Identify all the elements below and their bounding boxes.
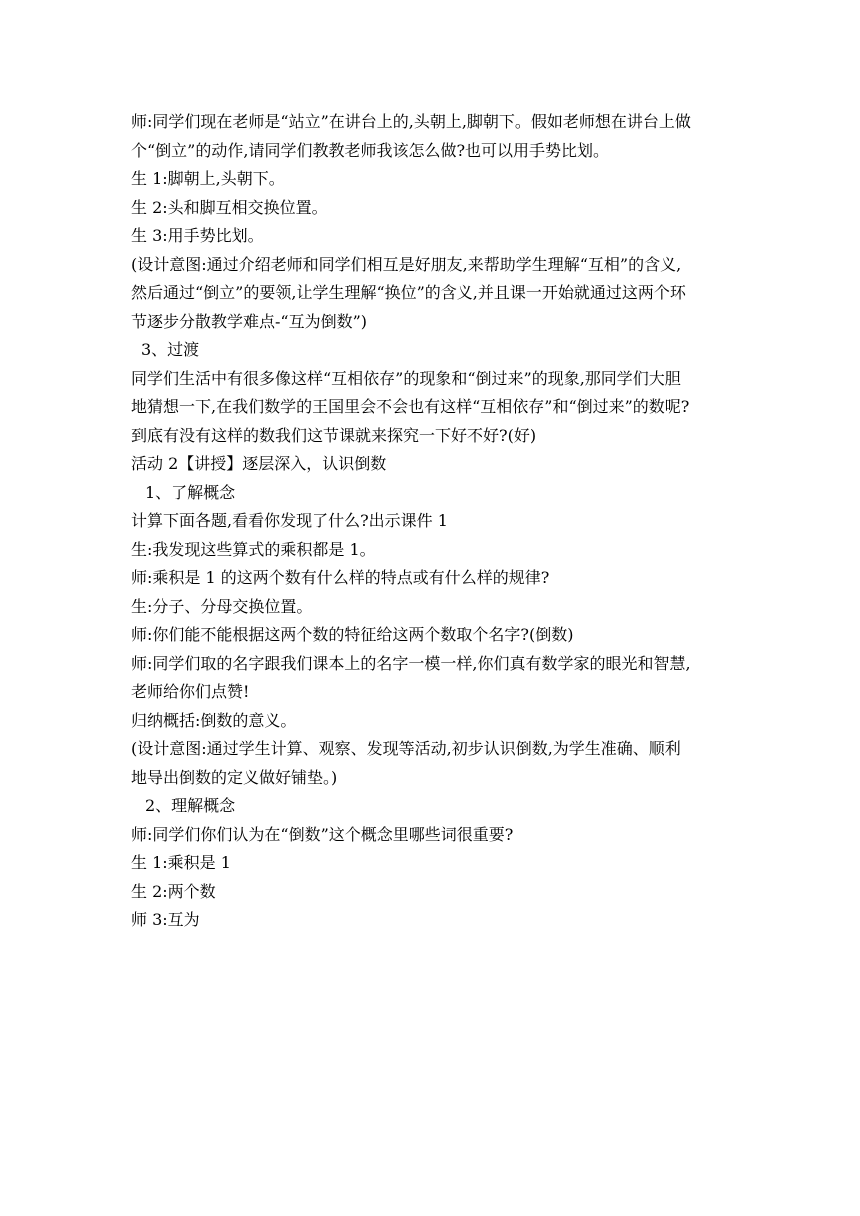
text-line: 同学们生活中有很多像这样“互相依存”的现象和“倒过来”的现象,那同学们大胆	[131, 368, 681, 388]
text-line: 师:同学们取的名字跟我们课本上的名字一模一样,你们真有数学家的眼光和智慧,	[131, 653, 691, 673]
text-line: 归纳概括:倒数的意义。	[131, 710, 297, 730]
text-line: 生 3:用手势比划。	[131, 226, 264, 245]
text-line: 节逐步分散教学难点-“互为倒数”)	[131, 311, 368, 331]
section-heading: 2、理解概念	[145, 796, 236, 815]
text-line: (设计意图:通过学生计算、观察、发现等活动,初步认识倒数,为学生准确、顺利	[131, 739, 681, 758]
document-body	[131, 108, 736, 935]
text-line: 然后通过“倒立”的要领,让学生理解“换位”的含义,并且课一开始就通过这两个环	[131, 283, 686, 302]
text-line: 生 1:乘积是 1	[131, 853, 231, 872]
text-line: 师:乘积是 1 的这两个数有什么样的特点或有什么样的规律?	[131, 568, 550, 587]
text-line: 生 2:两个数	[131, 881, 216, 901]
text-line: 生 2:头和脚互相交换位置。	[131, 197, 328, 217]
text-line: 师:你们能不能根据这两个数的特征给这两个数取个名字?(倒数)	[131, 625, 574, 644]
section-heading: 1、了解概念	[145, 482, 236, 502]
text-line: 地导出倒数的定义做好铺垫。)	[131, 767, 338, 787]
text-line: 师:同学们现在老师是“站立”在讲台上的,头朝上,脚朝下。假如老师想在讲台上做	[131, 112, 691, 131]
text-line: 生 1:脚朝上,头朝下。	[131, 169, 285, 188]
activity-heading: 活动 2【讲授】逐层深入，认识倒数	[131, 454, 387, 473]
text-line: 个“倒立”的动作,请同学们教教老师我该怎么做?也可以用手势比划。	[131, 140, 610, 160]
section-heading: 3、过渡	[141, 340, 200, 359]
text-line: 老师给你们点赞!	[131, 682, 250, 701]
text-line: 师 3:互为	[131, 910, 200, 929]
text-line: (设计意图:通过介绍老师和同学们相互是好朋友,来帮助学生理解“互相”的含义,	[131, 254, 682, 274]
text-line: 生:分子、分母交换位置。	[131, 596, 313, 616]
text-line: 地猜想一下,在我们数学的王国里会不会也有这样“互相依存”和“倒过来”的数呢?	[131, 397, 690, 416]
text-line: 到底有没有这样的数我们这节课就来探究一下好不好?(好)	[131, 425, 537, 445]
text-line: 计算下面各题,看看你发现了什么?出示课件 1	[131, 511, 448, 530]
text-line: 师:同学们你们认为在“倒数”这个概念里哪些词很重要?	[131, 824, 514, 844]
text-line: 生:我发现这些算式的乘积都是 1。	[131, 539, 376, 559]
